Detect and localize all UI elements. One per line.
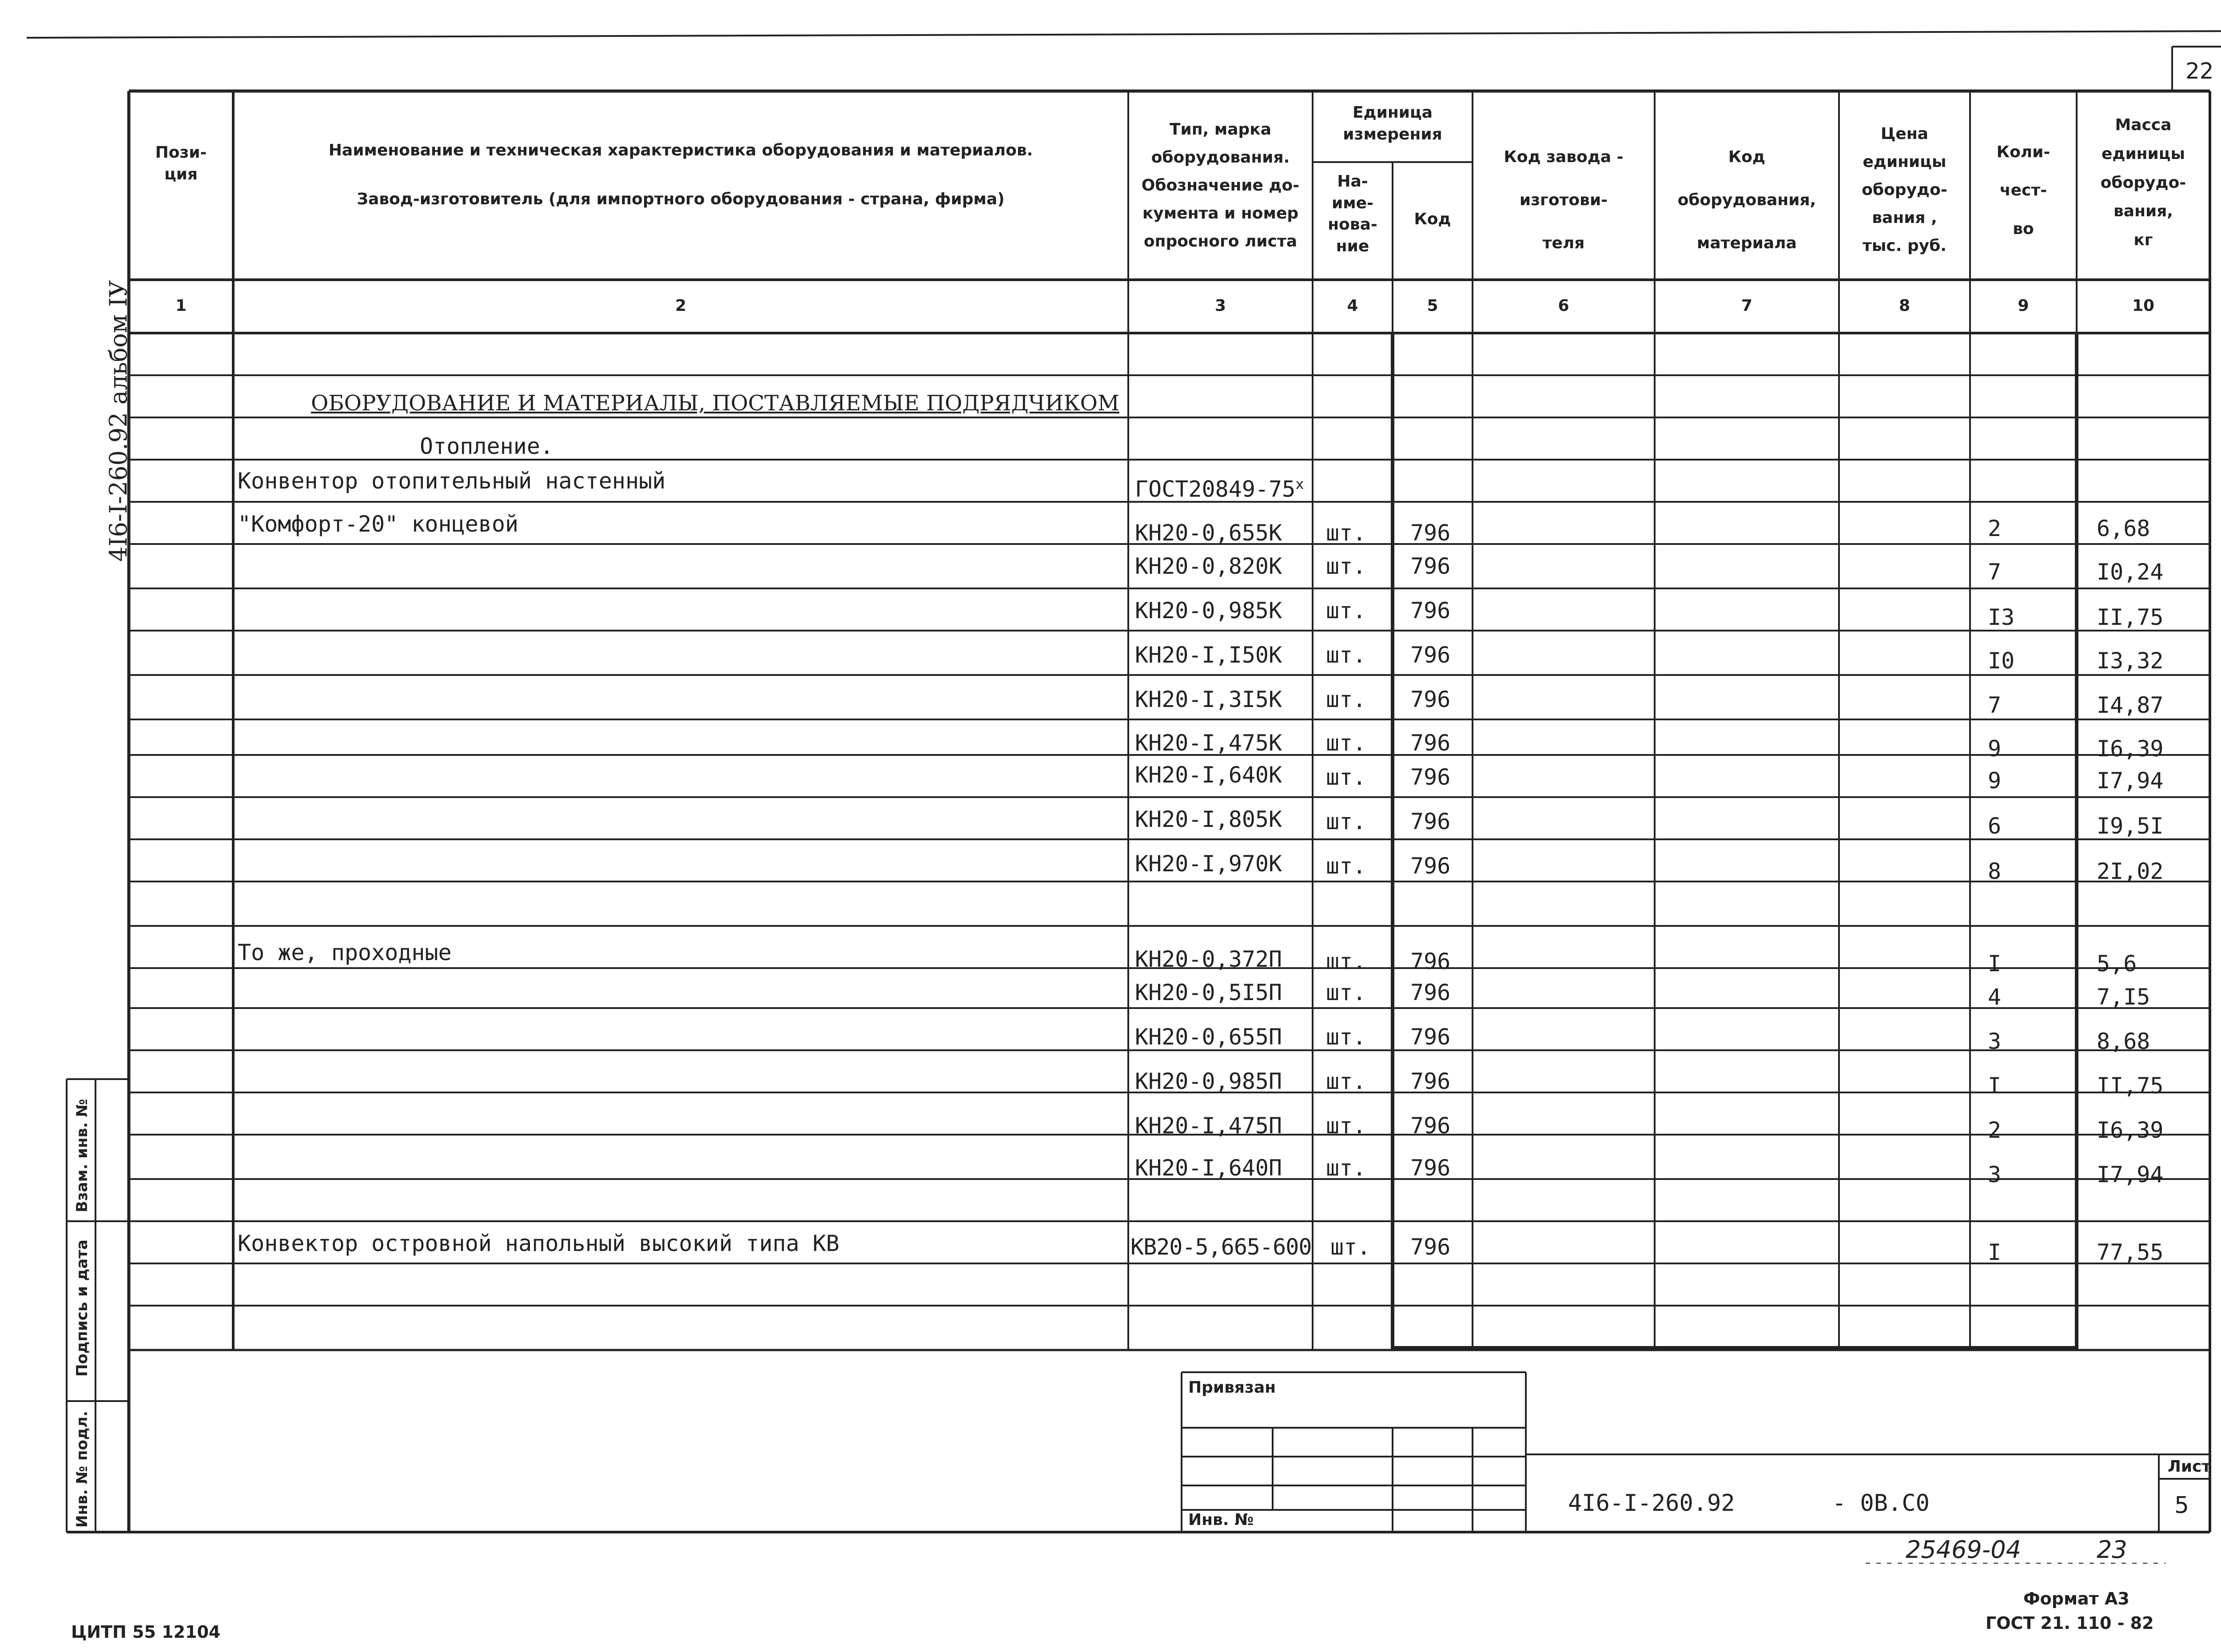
cell-mass: I7,94: [2097, 1162, 2164, 1187]
group3-name: Конвектор островной напольный высокий типа КВ: [238, 1231, 840, 1256]
cell-code: 796: [1410, 598, 1451, 623]
cell-mass: 5,6: [2097, 951, 2137, 977]
cell-mass: 6,68: [2097, 516, 2150, 541]
group1-standard: [1135, 471, 1304, 503]
cell-qty: 6: [1988, 813, 2002, 839]
cell-qty: 7: [1988, 559, 2002, 585]
cell-code: 796: [1410, 809, 1451, 834]
cell-mass: I0,24: [2097, 559, 2164, 585]
cell-type: КН20-I,805К: [1135, 806, 1282, 832]
col-number-9: 9: [2018, 297, 2029, 315]
sheet-label: Лист: [2168, 1457, 2211, 1476]
cell-qty: I: [1988, 951, 2002, 977]
col-number-8: 8: [1899, 297, 1911, 315]
cell-qty: 9: [1988, 736, 2002, 762]
group1-name-line1: Конвентор отопительный настенный: [238, 468, 666, 494]
side-stamp-vzam-inv: Взам. инв. №: [73, 1099, 91, 1212]
cell-code: 796: [1410, 1113, 1451, 1139]
cell-mass: I3,32: [2097, 648, 2164, 674]
cell-code: 796: [1410, 949, 1451, 974]
stamp-inv-no: Инв. №: [1188, 1511, 1254, 1529]
cell-type: КН20-I,970К: [1135, 851, 1282, 877]
cell-code: 796: [1410, 1155, 1451, 1181]
header-col2-line1: Наименование и техническая характеристика оборудования и материалов.: [328, 141, 1033, 159]
cell-type: КВ20-5,665-600: [1130, 1234, 1312, 1260]
header-col5: Код: [1414, 210, 1451, 228]
cell-mass: II,75: [2097, 1073, 2164, 1099]
cell-code: 796: [1410, 687, 1451, 712]
cell-unit: шт.: [1326, 598, 1366, 623]
handwritten-page: 23: [2097, 1536, 2127, 1564]
cell-mass: 8,68: [2097, 1029, 2150, 1054]
header-col7: Код оборудования, материала: [1677, 148, 1816, 253]
cell-code: 796: [1410, 853, 1451, 879]
sheet-number: 5: [2174, 1492, 2189, 1519]
side-stamp-inv-podl: Инв. № подл.: [73, 1410, 91, 1528]
cell-unit: шт.: [1326, 980, 1366, 1005]
header-col3: Тип, марка оборудования. Обозначение до- кумента и номер опросного листа: [1141, 120, 1300, 250]
cell-mass: 2I,02: [2097, 858, 2164, 884]
col-number-1: 1: [175, 297, 187, 315]
cell-type: КН20-I,475П: [1135, 1113, 1282, 1139]
cell-type: КН20-0,5I5П: [1135, 980, 1282, 1005]
doc-code: 4I6-I-260.92 - 0В.С0: [1568, 1490, 1930, 1517]
handwritten-archive-code: 25469-04: [1906, 1536, 2021, 1564]
header-col8: Цена единицы оборудо- вания , тыс. руб.: [1862, 125, 1947, 255]
cell-unit: шт.: [1326, 1024, 1366, 1050]
cell-code: 796: [1410, 730, 1451, 756]
cell-type: КН20-0,820К: [1135, 553, 1282, 579]
footer-gost: ГОСТ 21. 110 - 82: [1986, 1613, 2154, 1633]
subsection-title: Отопление.: [420, 433, 554, 459]
cell-qty: 3: [1988, 1162, 2002, 1187]
cell-unit: шт.: [1326, 949, 1366, 974]
cell-type: КН20-I,3I5К: [1135, 687, 1282, 712]
cell-qty: 9: [1988, 768, 2002, 794]
cell-mass: I9,5I: [2097, 813, 2164, 839]
header-unit-group: Единица измерения: [1343, 103, 1442, 143]
cell-mass: II,75: [2097, 604, 2164, 630]
cell-qty: I: [1988, 1239, 2002, 1265]
footer-left-code: ЦИТП 55 12104: [71, 1622, 221, 1642]
cell-code: 796: [1410, 1234, 1451, 1260]
cell-qty: I0: [1988, 648, 2015, 674]
cell-code: 796: [1410, 1068, 1451, 1094]
cell-code: 796: [1410, 520, 1451, 546]
cell-unit: шт.: [1326, 809, 1366, 834]
cell-mass: I7,94: [2097, 768, 2164, 794]
group2-name: То же, проходные: [238, 940, 452, 965]
cell-unit: шт.: [1330, 1234, 1371, 1260]
group1-standard-sup: x: [1295, 476, 1304, 492]
cell-type: КН20-0,985П: [1135, 1068, 1282, 1094]
cell-type: КН20-0,985К: [1135, 598, 1282, 623]
cell-qty: I: [1988, 1073, 2002, 1099]
side-stamp-podpis-data: Подпись и дата: [73, 1239, 91, 1377]
cell-mass: I6,39: [2097, 1117, 2164, 1143]
cell-type: КН20-I,640П: [1135, 1155, 1282, 1181]
cell-qty: 2: [1988, 1117, 2002, 1143]
cell-qty: 7: [1988, 692, 2002, 718]
header-col1: Пози- ция: [155, 143, 207, 183]
header-col4: На- име- нова- ние: [1328, 172, 1377, 255]
cell-code: 796: [1410, 553, 1451, 579]
stamp-privyazan: Привязан: [1188, 1378, 1276, 1397]
header-col2-line2: Завод-изготовитель (для импортного оборудования - страна, фирма): [357, 190, 1005, 208]
cell-code: 796: [1410, 980, 1451, 1005]
cell-mass: 77,55: [2097, 1239, 2164, 1265]
col-number-10: 10: [2132, 297, 2155, 315]
cell-unit: шт.: [1326, 764, 1366, 790]
group1-standard-text: ГОСТ20849-75: [1135, 476, 1296, 502]
cell-qty: 3: [1988, 1029, 2002, 1054]
cell-unit: шт.: [1326, 520, 1366, 546]
cell-mass: I6,39: [2097, 736, 2164, 762]
cell-unit: шт.: [1326, 1113, 1366, 1139]
cell-type: КН20-I,I50К: [1135, 642, 1282, 668]
page-number: 22: [2185, 58, 2214, 84]
cell-unit: шт.: [1326, 853, 1366, 879]
cell-qty: 4: [1988, 984, 2002, 1010]
cell-qty: 8: [1988, 858, 2002, 884]
col-number-6: 6: [1558, 297, 1569, 315]
section-title: ОБОРУДОВАНИЕ И МАТЕРИАЛЫ, ПОСТАВЛЯЕМЫЕ ПОДРЯДЧИКОМ: [311, 391, 1119, 416]
cell-type: КН20-I,475К: [1135, 730, 1282, 756]
cell-qty: 2: [1988, 516, 2002, 541]
cell-type: КН20-0,372П: [1135, 946, 1282, 972]
header-col10: Масса единицы оборудо- вания, кг: [2100, 116, 2186, 250]
col-number-3: 3: [1214, 297, 1226, 315]
cell-unit: шт.: [1326, 1155, 1366, 1181]
col-number-7: 7: [1741, 297, 1753, 315]
cell-qty: I3: [1988, 604, 2015, 630]
cell-unit: шт.: [1326, 553, 1366, 579]
cell-type: КН20-0,655К: [1135, 520, 1282, 546]
col-number-4: 4: [1347, 297, 1358, 315]
header-col9: Коли- чест- во: [1996, 143, 2050, 238]
header-col6: Код завода - изготови- теля: [1504, 148, 1624, 253]
cell-mass: I4,87: [2097, 692, 2164, 718]
cell-unit: шт.: [1326, 642, 1366, 668]
cell-type: КН20-I,640К: [1135, 762, 1282, 788]
footer-format: Формат А3: [2023, 1589, 2129, 1608]
group1-name-line2: "Комфорт-20" концевой: [238, 511, 519, 537]
cell-unit: шт.: [1326, 1068, 1366, 1094]
cell-mass: 7,I5: [2097, 984, 2150, 1010]
cell-unit: шт.: [1326, 730, 1366, 756]
col-number-5: 5: [1427, 297, 1438, 315]
col-number-2: 2: [675, 297, 687, 315]
cell-code: 796: [1410, 642, 1451, 668]
cell-type: КН20-0,655П: [1135, 1024, 1282, 1050]
album-code: 4I6-I-260.92 альбом IУ: [104, 280, 132, 562]
cell-code: 796: [1410, 1024, 1451, 1050]
cell-code: 796: [1410, 764, 1451, 790]
cell-unit: шт.: [1326, 687, 1366, 712]
